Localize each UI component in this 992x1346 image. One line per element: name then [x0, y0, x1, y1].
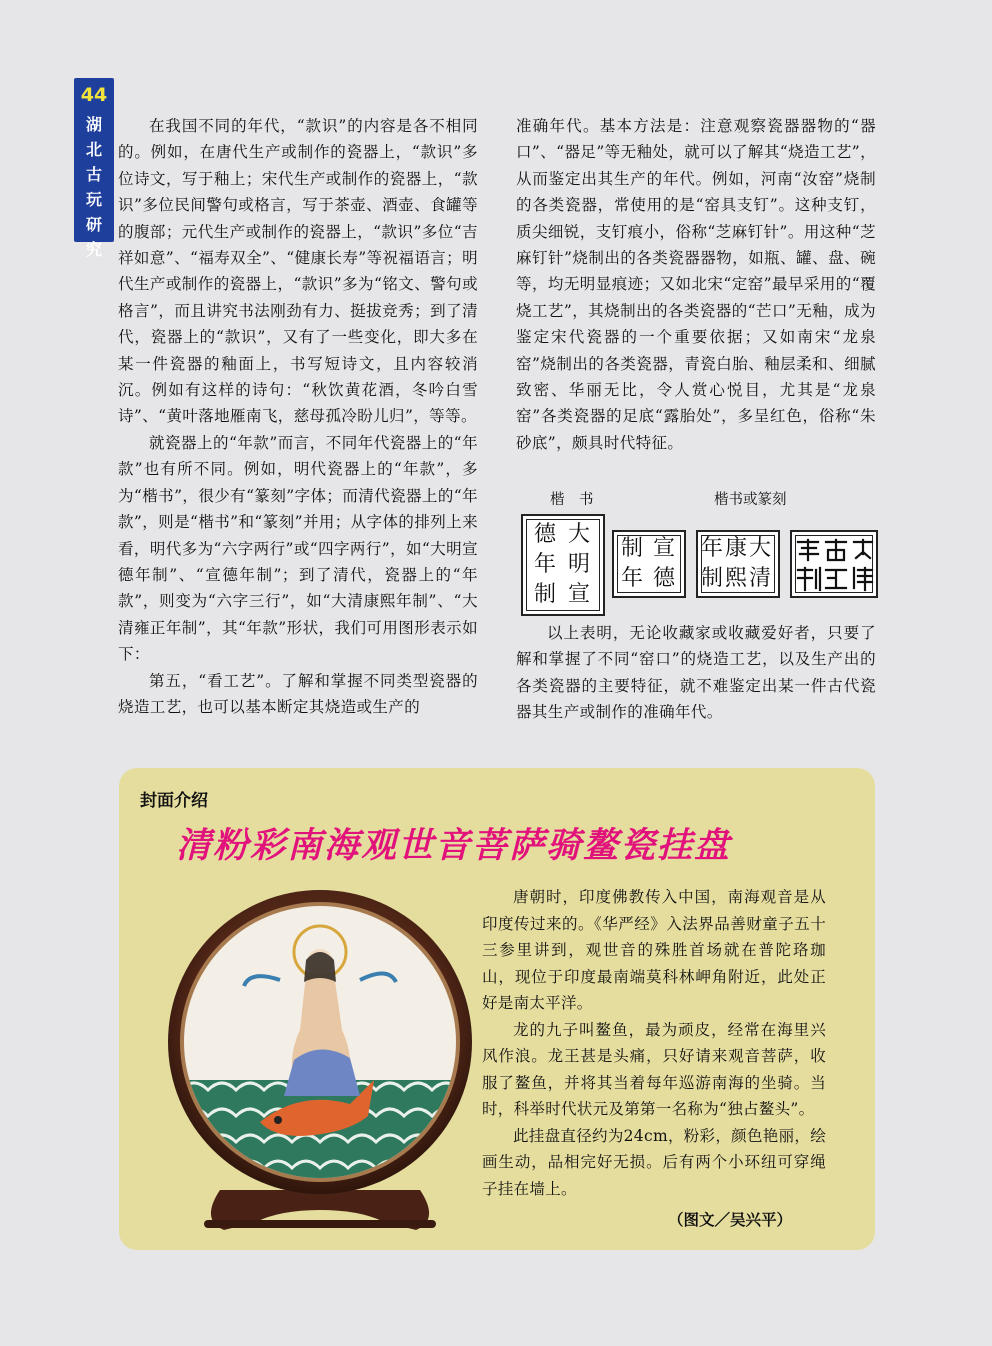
paragraph-gongyi: 第五，“看工艺”。了解和掌握不同类型瓷器的烧造工艺，也可以基本断定其烧造或生产的: [118, 671, 478, 716]
seal3-char: 康: [724, 536, 747, 561]
guanyin-plate-illustration: [160, 890, 480, 1235]
cover-section-label: 封面介绍: [140, 791, 208, 811]
journal-side-tab: [74, 78, 114, 259]
seal3-char: 清: [748, 566, 771, 591]
seal3-char: 制: [700, 566, 723, 591]
seal3-char: 熙: [724, 566, 747, 591]
seal1-char: 德: [533, 522, 556, 547]
seal-da-qing-kang-xi: [696, 530, 780, 598]
journal-name-char: 湖: [85, 115, 102, 134]
cover-description: [482, 884, 826, 1202]
seal2-char: 制: [620, 536, 643, 561]
label-kaishu: 楷 书: [550, 492, 594, 508]
seal3-char: 大: [748, 536, 771, 561]
seal-xuan-de-nian-zhi: [612, 530, 686, 598]
paragraph-conclusion: [516, 620, 876, 726]
paragraph-kuanshi: 在我国不同的年代，“款识”的内容是各不相同的。例如，在唐代生产或制作的瓷器上，“款识”多位诗文，写于釉上；宋代生产或制作的瓷器上，“款识”多位民间警句或格言，写于茶壶、酒壶、食罐等的腹部；元代生产或制作的瓷器上，“款识”多位“吉祥如意”、“福寿双全”、“健康长寿”等祝福语言；明代生产或制作的瓷器上，“款识”多为“铭文、警句或格言”，而且讲究书法刚劲有力、挺拔竞秀；到了清代，瓷器上的“款识”，又有了一些变化，即大多在某一件瓷器的釉面上，书写短诗文，且内容较消沉。例如有这样的诗句：“秋饮黄花酒，冬吟白雪诗”、“黄叶落地雁南飞，慈母孤冷盼儿归”，等等。: [118, 117, 478, 426]
seal2-char: 年: [620, 566, 643, 591]
zhuanke-seal-script-glyphs: [792, 532, 876, 596]
seal-da-ming-xuan-de: [521, 514, 605, 616]
journal-name-char: 究: [85, 240, 102, 259]
seal1-char: 制: [533, 582, 556, 607]
right-text-column: [516, 113, 876, 456]
page-number: 44: [80, 84, 108, 106]
seal1-char: 宣: [567, 582, 590, 607]
cover-paragraph: 唐朝时，印度佛教传入中国，南海观音是从印度传过来的。《华严经》入法界品善财童子五十三参里讲到，观世音的殊胜首场就在普陀珞珈山，现位于印度最南端莫科林岬角附近，此处正好是南太平洋。: [482, 888, 826, 1012]
cover-paragraph: 此挂盘直径约为24cm，粉彩，颜色艳丽，绘画生动，品相完好无损。后有两个小环纽可穿绳子挂在墙上。: [482, 1126, 826, 1198]
seal-zhuanke-da-qing-yong-zheng: [790, 530, 878, 598]
cover-paragraph: 龙的九子叫鳌鱼，最为顽皮，经常在海里兴风作浪。龙王甚是头痛，只好请来观音菩萨，收服了鳌鱼，并将其当着每年巡游南海的坐骑。当时，科举时代状元及第第一名称为“独占鳌头”。: [482, 1020, 826, 1118]
paragraph-niankuan: 就瓷器上的“年款”而言，不同年代瓷器上的“年款”也有所不同。例如，明代瓷器上的“年款”，多为“楷书”，很少有“篆刻”字体；而清代瓷器上的“年款”，则是“楷书”和“篆刻”并用；从字体的排列上来看，明代多为“六字两行”或“四字两行”，如“大明宣德年制”、“宣德年制”；到了清代，瓷器上的“年款”，则变为“六字三行”，如“大清康熙年制”、“大清雍正年制”，其“年款”形状，我们可用图形表示如下：: [118, 433, 478, 664]
cover-credit: （图文／吴兴平）: [668, 1210, 793, 1229]
seal1-char: 大: [567, 522, 590, 547]
porcelain-plate-photo: [160, 890, 480, 1235]
paragraph-continued: 准确年代。基本方法是：注意观察瓷器器物的“器口”、“器足”等无釉处，就可以了解其“烧造工艺”，从而鉴定出其生产的年代。例如，河南“汝窑”烧制的各类瓷器，常使用的是“窑具支钉”。这种支钉，质尖细锐，支钉痕小，俗称“芝麻钉针”。用这种“芝麻钉针”烧制出的各类瓷器器物，如瓶、罐、盘、碗等，均无明显痕迹；又如北宋“定窑”最早采用的“覆烧工艺”，其烧制出的各类瓷器的“芒口”无釉，成为鉴定宋代瓷器的一个重要依据；又如南宋“龙泉窑”烧制出的各类瓷器，青瓷白胎、釉层柔和、细腻致密、华丽无比，令人赏心悦目，尤其是“龙泉窑”各类瓷器的足底“露胎处”，多呈红色，俗称“朱砂底”，颇具时代特征。: [516, 117, 876, 452]
journal-name-char: 北: [85, 140, 102, 159]
journal-name-char: 玩: [85, 190, 102, 209]
seal1-char: 年: [533, 552, 556, 577]
journal-name-char: 研: [85, 215, 102, 234]
journal-name-vertical: [74, 112, 114, 262]
seal-figure-labels: [516, 488, 876, 510]
seal2-char: 宣: [652, 536, 675, 561]
seal1-char: 明: [567, 552, 590, 577]
cover-title: 清粉彩南海观世音菩萨骑鳌瓷挂盘: [176, 825, 732, 866]
paragraph-conclusion-text: 以上表明，无论收藏家或收藏爱好者，只要了解和掌握了不同“窑口”的烧造工艺，以及生产出的各类瓷器的主要特征，就不难鉴定出某一件古代瓷器其生产或制作的准确年代。: [516, 624, 876, 722]
seal2-char: 德: [652, 566, 675, 591]
left-text-column: [118, 113, 478, 720]
journal-name-char: 古: [85, 165, 102, 184]
label-kaishu-or-zhuanke: 楷书或篆刻: [714, 492, 787, 508]
seal3-char: 年: [700, 536, 723, 561]
